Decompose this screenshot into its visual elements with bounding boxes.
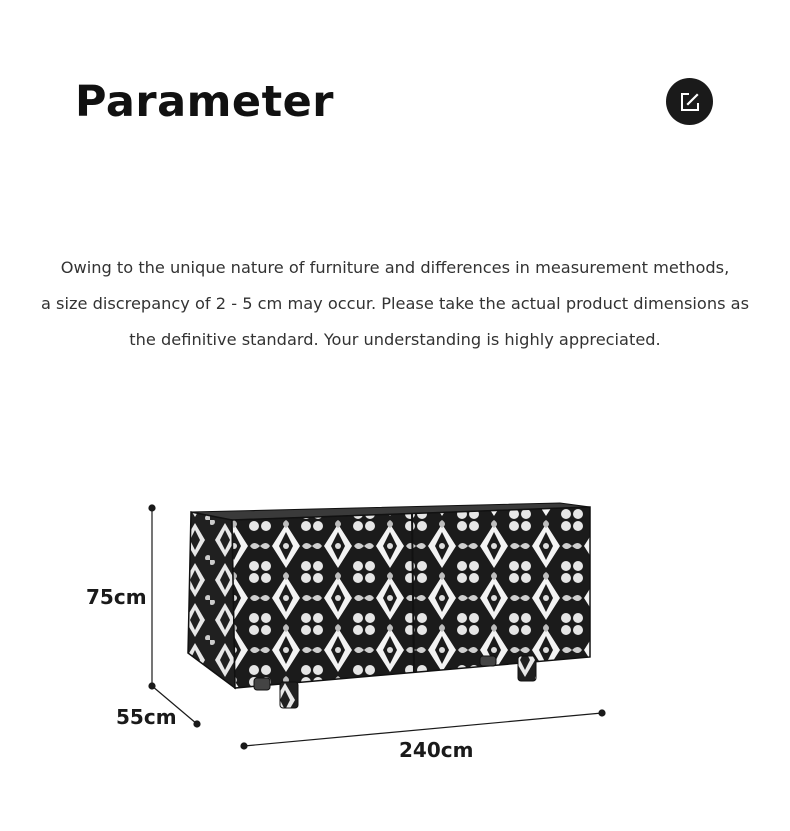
product-diagram	[0, 490, 790, 790]
notice-line-2: a size discrepancy of 2 - 5 cm may occur. Please take the actual product dimensions as	[40, 294, 750, 313]
width-label: 240cm	[399, 738, 474, 762]
notice-line-1: Owing to the unique nature of furniture and differences in measurement methods,	[60, 258, 730, 277]
notice-line-3: the definitive standard. Your understanding is highly appreciated.	[129, 330, 661, 349]
edit-button[interactable]	[666, 78, 713, 125]
edit-square-icon	[679, 91, 701, 113]
depth-label: 55cm	[116, 705, 177, 729]
carved-sideboard-image	[188, 503, 590, 708]
height-label: 75cm	[86, 585, 147, 609]
size-notice	[20, 250, 770, 358]
page-title: Parameter	[75, 77, 334, 127]
